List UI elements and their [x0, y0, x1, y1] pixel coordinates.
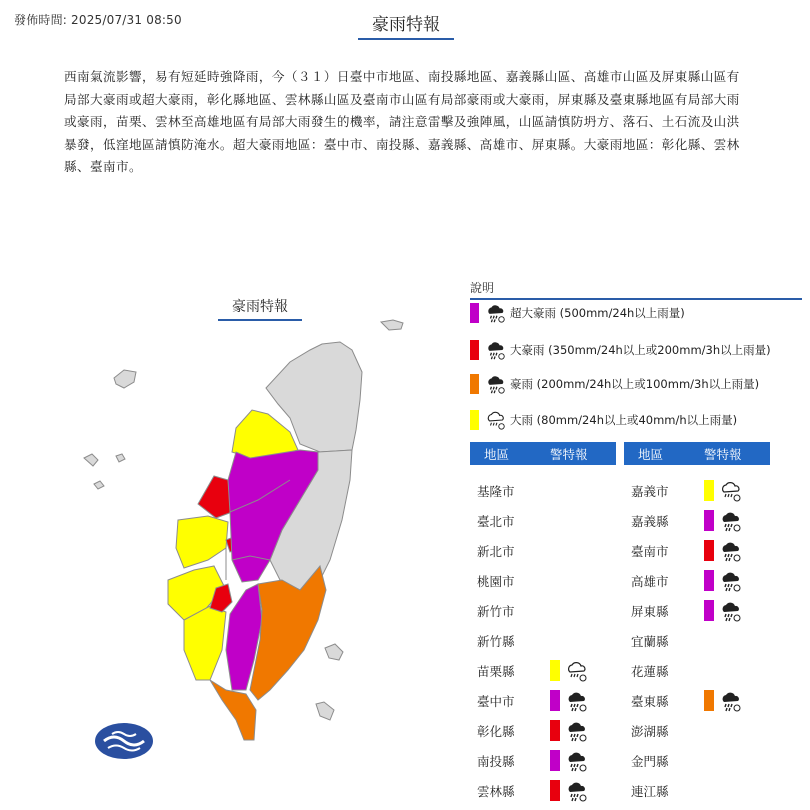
region-name: 臺北市	[477, 514, 515, 529]
region-name: 雲林縣	[477, 784, 515, 799]
column-header-region: 地區	[638, 446, 664, 462]
legend-title: 說明	[470, 279, 802, 300]
region-row	[470, 716, 620, 746]
region-name: 彰化縣	[477, 724, 515, 739]
region-name: 連江縣	[631, 784, 669, 799]
table-header-left	[470, 442, 616, 465]
region-name: 澎湖縣	[631, 724, 669, 739]
region-name: 新北市	[477, 544, 515, 559]
map-title: 豪雨特報	[218, 296, 302, 321]
region-name: 高雄市	[631, 574, 669, 589]
warning-level-swatch	[550, 780, 560, 801]
heavy-rain-thunder-icon	[719, 689, 743, 713]
heavy-rain-thunder-icon	[565, 719, 589, 743]
warning-level-swatch	[550, 750, 560, 771]
region-name: 嘉義縣	[631, 514, 669, 529]
table-header-right	[624, 442, 770, 465]
legend-swatch	[470, 410, 479, 430]
region-row	[624, 566, 774, 596]
region-row	[624, 686, 774, 716]
warning-level-swatch	[704, 480, 714, 501]
legend-swatch	[470, 303, 479, 323]
warning-level-swatch	[704, 540, 714, 561]
rain-cloud-icon	[565, 659, 589, 683]
warning-level-swatch	[704, 600, 714, 621]
region-row	[470, 596, 620, 626]
rain-cloud-icon	[485, 409, 507, 431]
heavy-rain-thunder-icon	[565, 689, 589, 713]
column-header-warning: 警特報	[550, 446, 588, 462]
region-row	[470, 476, 620, 506]
page-title: 豪雨特報	[358, 10, 454, 40]
legend-swatch	[470, 340, 479, 360]
region-name: 金門縣	[631, 754, 669, 769]
heavy-rain-thunder-icon	[485, 302, 507, 324]
region-row	[470, 506, 620, 536]
warning-level-swatch	[704, 570, 714, 591]
rain-cloud-icon	[719, 479, 743, 503]
heavy-rain-thunder-icon	[719, 509, 743, 533]
region-row	[624, 746, 774, 776]
region-row	[624, 536, 774, 566]
legend-label: 大豪雨 (350mm/24h以上或200mm/3h以上雨量)	[510, 343, 771, 357]
region-row	[624, 716, 774, 746]
column-header-warning: 警特報	[704, 446, 742, 462]
region-name: 宜蘭縣	[631, 634, 669, 649]
region-row	[470, 656, 620, 686]
region-row	[624, 596, 774, 626]
region-name: 嘉義市	[631, 484, 669, 499]
legend-label: 超大豪雨 (500mm/24h以上雨量)	[510, 306, 685, 320]
warning-level-swatch	[704, 690, 714, 711]
warning-description: 西南氣流影響，易有短延時強降雨，今（３１）日臺中市地區、南投縣地區、嘉義縣山區、高雄市山區及屏東縣山區有局部大豪雨或超大豪雨，彰化縣地區、雲林縣山區及臺南市山區有局部豪雨或大豪雨，屏東縣及臺東縣地區有局部大雨或豪雨，苗栗、雲林至高雄地區有局部大雨發生的機率，請注意雷擊及強陣風，山區請慎防坍方、落石、土石流及山洪暴發，低窪地區請慎防淹水。超大豪雨地區：臺中市、南投縣、嘉義縣、高雄市、屏東縣。大豪雨地區：彰化縣、雲林縣、臺南市。	[64, 69, 740, 174]
heavy-rain-thunder-icon	[485, 373, 507, 395]
legend-label: 大雨 (80mm/24h以上或40mm/h以上雨量)	[510, 413, 738, 427]
region-name: 臺東縣	[631, 694, 669, 709]
legend-item-heavy-torrential	[470, 373, 759, 395]
region-name: 臺南市	[631, 544, 669, 559]
region-name: 基隆市	[477, 484, 515, 499]
region-row	[624, 626, 774, 656]
region-row	[470, 566, 620, 596]
region-row	[470, 776, 620, 806]
region-row	[624, 776, 774, 806]
region-name: 桃園市	[477, 574, 515, 589]
region-row	[470, 746, 620, 776]
region-row	[624, 476, 774, 506]
region-row	[470, 686, 620, 716]
region-name: 花蓮縣	[631, 664, 669, 679]
region-row	[624, 656, 774, 686]
heavy-rain-thunder-icon	[719, 569, 743, 593]
region-row	[470, 626, 620, 656]
column-header-region: 地區	[484, 446, 510, 462]
heavy-rain-thunder-icon	[565, 779, 589, 803]
region-row	[624, 506, 774, 536]
region-name: 屏東縣	[631, 604, 669, 619]
region-name: 新竹市	[477, 604, 515, 619]
cwa-logo	[94, 722, 154, 760]
legend-item-extreme	[470, 302, 685, 324]
heavy-rain-thunder-icon	[485, 339, 507, 361]
legend-swatch	[470, 374, 479, 394]
heavy-rain-thunder-icon	[719, 599, 743, 623]
warning-level-swatch	[550, 660, 560, 681]
warning-level-swatch	[704, 510, 714, 531]
issue-time: 發佈時間: 2025/07/31 08:50	[14, 13, 182, 27]
warning-level-swatch	[550, 720, 560, 741]
region-name: 臺中市	[477, 694, 515, 709]
heavy-rain-thunder-icon	[565, 749, 589, 773]
warning-level-swatch	[550, 690, 560, 711]
legend-item-torrential	[470, 339, 771, 361]
region-name: 南投縣	[477, 754, 515, 769]
legend-item-heavy-rain	[470, 409, 737, 431]
region-row	[470, 536, 620, 566]
region-name: 新竹縣	[477, 634, 515, 649]
heavy-rain-thunder-icon	[719, 539, 743, 563]
region-name: 苗栗縣	[477, 664, 515, 679]
legend-label: 豪雨 (200mm/24h以上或100mm/3h以上雨量)	[510, 377, 760, 391]
